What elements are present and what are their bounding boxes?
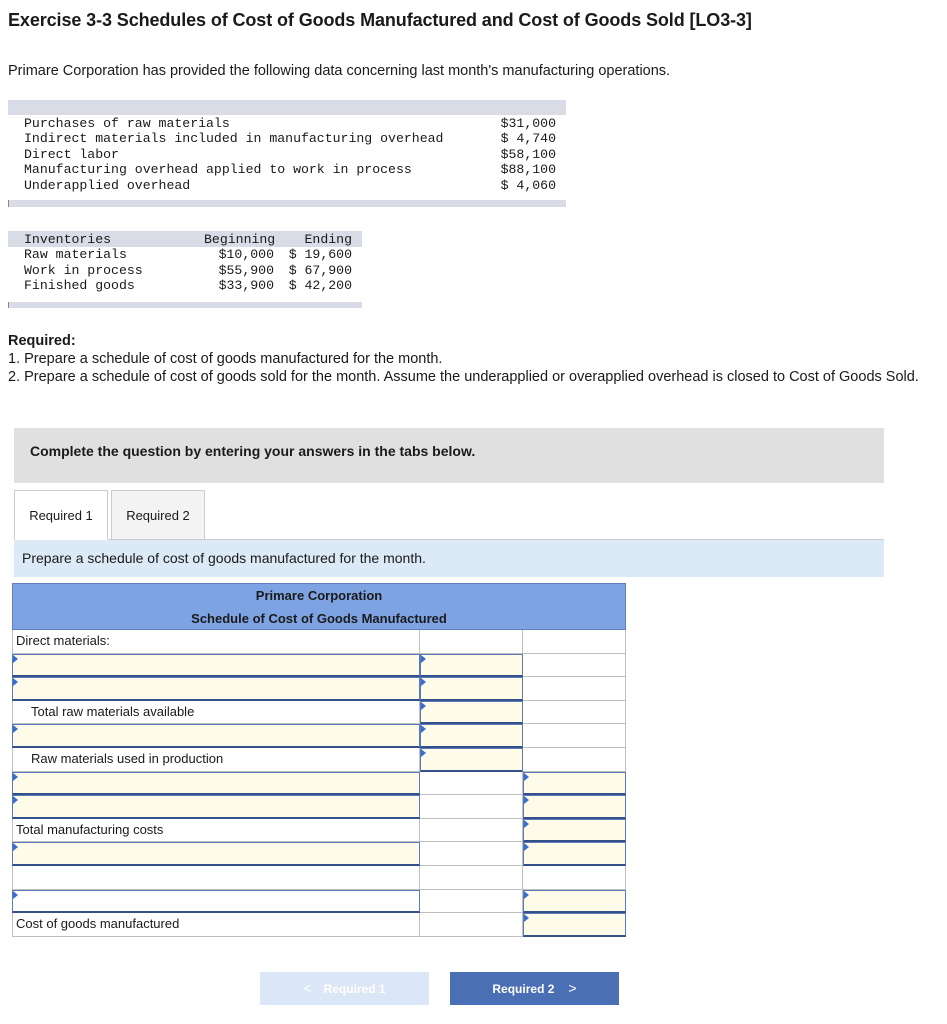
- table-row: [12, 913, 626, 937]
- table-row: [12, 677, 626, 701]
- label-dropdown[interactable]: [12, 724, 420, 748]
- table-row: [12, 654, 626, 678]
- inventories-table: [8, 231, 362, 308]
- next-button-label: Required 2: [492, 982, 555, 996]
- amount-input[interactable]: [420, 677, 523, 701]
- raw-materials-used-label: Raw materials used in production: [12, 748, 420, 772]
- given-data-values: $31,000 $ 4,740 $58,100 $88,100 $ 4,060: [500, 116, 556, 193]
- label-dropdown[interactable]: [12, 677, 420, 701]
- prev-button-label: Required 1: [323, 982, 386, 996]
- intro-text: Primare Corporation has provided the following data concerning last month's manufacturing operations.: [8, 63, 671, 79]
- amount-input[interactable]: [523, 842, 626, 866]
- tab-required-2[interactable]: Required 2: [111, 490, 205, 540]
- instructions-banner: [14, 428, 884, 483]
- table-row: [12, 819, 626, 843]
- inventories-beginning: Beginning $10,000 $55,900 $33,900: [204, 232, 276, 294]
- amount-input[interactable]: [420, 724, 523, 748]
- tab-required-1[interactable]: Required 1: [14, 490, 108, 540]
- tab-instruction-text: Prepare a schedule of cost of goods manufactured for the month.: [22, 550, 426, 566]
- schedule-title: Schedule of Cost of Goods Manufactured: [191, 611, 447, 626]
- table-row: [12, 724, 626, 748]
- amount-input[interactable]: [420, 748, 523, 772]
- table-row: [12, 842, 626, 866]
- total-raw-materials-label: Total raw materials available: [12, 701, 420, 725]
- amount-input[interactable]: [523, 890, 626, 914]
- cogm-schedule: [12, 583, 626, 937]
- required-item-1: 1. Prepare a schedule of cost of goods manufactured for the month.: [8, 351, 443, 367]
- table-row: [12, 630, 626, 654]
- required-heading: Required:: [8, 333, 76, 349]
- required-section: [8, 332, 943, 386]
- required-item-2: 2. Prepare a schedule of cost of goods sold for the month. Assume the underapplied or overapplied overhead is closed to Cost of Goods Sold.: [8, 369, 919, 385]
- amount-input[interactable]: [523, 819, 626, 843]
- table-row: [12, 772, 626, 796]
- table-row: [12, 748, 626, 772]
- schedule-company: Primare Corporation: [255, 588, 383, 603]
- exercise-title: Exercise 3-3 Schedules of Cost of Goods Manufactured and Cost of Goods Sold [LO3-3]: [8, 10, 752, 30]
- given-data-labels: Purchases of raw materials Indirect materials included in manufacturing overhead Direct labor Manufacturing overhead applied to work in process Underapplied overhead: [24, 116, 444, 193]
- amount-input[interactable]: [420, 701, 523, 725]
- table-row: [12, 795, 626, 819]
- total-manufacturing-costs-label: Total manufacturing costs: [12, 819, 420, 843]
- direct-materials-label: Direct materials:: [12, 630, 420, 654]
- schedule-header: [12, 583, 626, 630]
- banner-text: Complete the question by entering your answers in the tabs below.: [30, 443, 476, 459]
- inventories-ending: Ending $ 19,600 $ 67,900 $ 42,200: [288, 232, 352, 294]
- prev-button[interactable]: [260, 972, 429, 1005]
- cogm-label: Cost of goods manufactured: [12, 913, 420, 937]
- amount-input[interactable]: [420, 654, 523, 678]
- amount-input[interactable]: [523, 795, 626, 819]
- inventories-labels: Inventories Raw materials Work in process Finished goods: [24, 232, 143, 294]
- given-data-table: [8, 100, 566, 207]
- label-dropdown[interactable]: [12, 842, 420, 866]
- chevron-right-icon: >: [568, 980, 577, 996]
- table-row: [12, 890, 626, 914]
- label-dropdown[interactable]: [12, 890, 420, 914]
- label-dropdown[interactable]: [12, 772, 420, 796]
- tab-instruction: [14, 540, 884, 577]
- amount-input[interactable]: [523, 913, 626, 937]
- chevron-left-icon: <: [303, 980, 312, 996]
- table-row: [12, 866, 626, 890]
- label-dropdown[interactable]: [12, 654, 420, 678]
- label-dropdown[interactable]: [12, 795, 420, 819]
- amount-input[interactable]: [523, 772, 626, 796]
- table-row: [12, 701, 626, 725]
- next-button[interactable]: [450, 972, 619, 1005]
